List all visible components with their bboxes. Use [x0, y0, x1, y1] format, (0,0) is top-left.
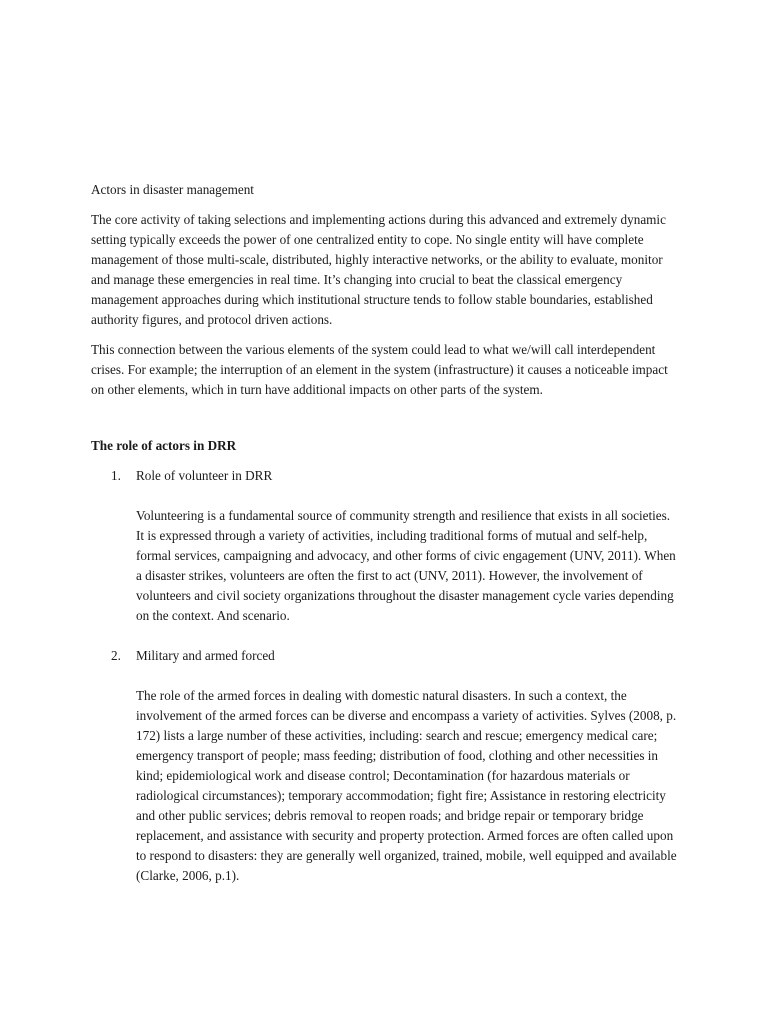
document-page: [91, 180, 677, 886]
list-item-number: 1.: [111, 468, 121, 483]
list-item-heading: Military and armed forced: [136, 648, 275, 663]
list-item-body: The role of the armed forces in dealing with domestic natural disasters. In such a context, the involvement of the armed forces can be diverse and encompass a variety of activities. Sylves (2008, p. 172) lists a large number of these activities, including: search and rescue; emergency medical care; emergency transport of people; mass feeding; distribution of food, clothing and other necessities in kind; epidemiological work and disease control; Decontamination (for hazardous materials or radiological circumstances); temporary accommodation; fight fire; Assistance in restoring electricity and other public services; debris removal to reopen roads; and bridge repair or temporary bridge replacement, and assistance with security and property protection. Armed forces are often called upon to respond to disasters: they are generally well organized, trained, mobile, well equipped and available (Clarke, 2006, p.1).: [136, 688, 677, 883]
document-title: Actors in disaster management: [91, 182, 254, 197]
section-title: The role of actors in DRR: [91, 438, 237, 453]
list-item-heading: Role of volunteer in DRR: [136, 468, 273, 483]
list-item-number: 2.: [111, 648, 121, 663]
list-item: [91, 466, 677, 626]
paragraph-interdependent-crises: This connection between the various elements of the system could lead to what we/will call interdependent crises. For example; the interruption of an element in the system (infrastructure) it causes a noticeable impact on other elements, which in turn have additional impacts on other parts of the system.: [91, 342, 668, 397]
paragraph-core-activity: The core activity of taking selections and implementing actions during this advanced and extremely dynamic setting typically exceeds the power of one centralized entity to cope. No single entity will have complete management of those multi-scale, distributed, highly interactive networks, or the ability to evaluate, monitor and manage these emergencies in real time. It’s changing into crucial to beat the classical emergency management approaches during which institutional structure tends to follow stable boundaries, established authority figures, and protocol driven actions.: [91, 212, 666, 327]
list-item: [91, 646, 677, 886]
list-item-body: Volunteering is a fundamental source of community strength and resilience that exists in all societies. It is expressed through a variety of activities, including traditional forms of mutual and self-help, formal services, campaigning and advocacy, and other forms of civic engagement (UNV, 2011). When a disaster strikes, volunteers are often the first to act (UNV, 2011). However, the involvement of volunteers and civil society organizations throughout the disaster management cycle varies depending on the context. And scenario.: [136, 508, 676, 623]
